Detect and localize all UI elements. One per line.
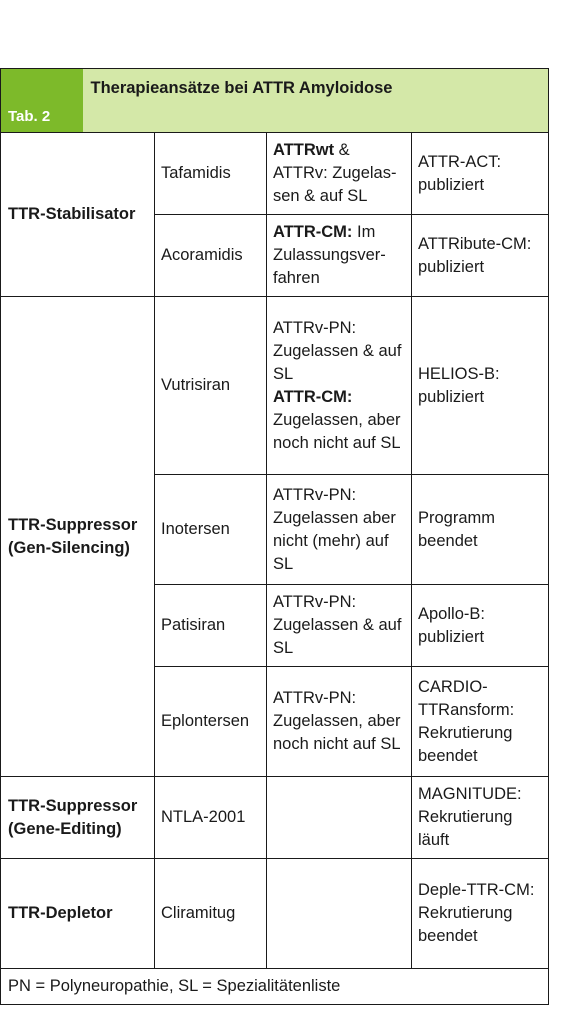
approval-status-cell (267, 777, 412, 859)
trial-status-cell: ATTR-ACT: publiziert (412, 133, 549, 215)
footnote-row (1, 969, 549, 1005)
approval-text: Zugelassen, aber noch nicht auf SL (273, 410, 401, 452)
approval-status-cell (267, 133, 412, 215)
category-cell: TTR-Depletor (1, 859, 155, 969)
table-body (1, 69, 549, 1005)
table-row (1, 133, 549, 215)
table-row (1, 859, 549, 969)
approval-status-cell (267, 585, 412, 667)
category-cell: TTR-Suppressor (Gene-Editing) (1, 777, 155, 859)
approval-text: Im Zulassungsver-fahren (273, 223, 386, 287)
trial-status-cell: Deple-TTR-CM: Rekrutierung beendet (412, 859, 549, 969)
trial-status-cell: HELIOS-B: publiziert (412, 297, 549, 475)
category-cell: TTR-Stabilisator (1, 133, 155, 297)
approval-status-cell (267, 475, 412, 585)
indication-label: ATTR-CM: (273, 387, 353, 406)
drug-name-cell: Acoramidis (155, 215, 267, 297)
table-header-row (1, 69, 549, 133)
approval-text: ATTRv-PN: Zugelassen, aber noch nicht auf SL (273, 689, 401, 753)
trial-status-cell: ATTRibute-CM: publiziert (412, 215, 549, 297)
therapy-table (0, 68, 549, 1005)
approval-status-cell (267, 297, 412, 475)
trial-status-cell: MAGNITUDE: Rekrutierung läuft (412, 777, 549, 859)
indication-label: ATTR-CM: (273, 223, 353, 241)
category-cell: TTR-Suppressor (Gen-Silencing) (1, 297, 155, 777)
drug-name-cell: Cliramitug (155, 859, 267, 969)
approval-text: ATTRv-PN: Zugelassen & auf SL (273, 318, 402, 383)
table-row (1, 777, 549, 859)
drug-name-cell: NTLA-2001 (155, 777, 267, 859)
approval-status-cell (267, 667, 412, 777)
trial-status-cell: Apollo-B: publiziert (412, 585, 549, 667)
therapy-table-container (0, 68, 548, 1005)
table-title: Therapieansätze bei ATTR Amyloidose (83, 69, 549, 133)
footnote: PN = Polyneuropathie, SL = Spezialitätenliste (1, 969, 549, 1005)
drug-name-cell: Inotersen (155, 475, 267, 585)
drug-name-cell: Vutrisiran (155, 297, 267, 475)
approval-text: ATTRv-PN: Zugelassen aber nicht (mehr) auf SL (273, 485, 396, 573)
drug-name-cell: Eplontersen (155, 667, 267, 777)
trial-status-cell: CARDIO-TTRansform: Rekrutierung beendet (412, 667, 549, 777)
drug-name-cell: Tafamidis (155, 133, 267, 215)
approval-status-cell (267, 215, 412, 297)
table-number-tag: Tab. 2 (1, 69, 83, 133)
approval-text: ATTRv-PN: Zugelassen & auf SL (273, 593, 402, 657)
drug-name-cell: Patisiran (155, 585, 267, 667)
table-row (1, 297, 549, 475)
trial-status-cell: Programm beendet (412, 475, 549, 585)
approval-status-cell (267, 859, 412, 969)
approval-text: & ATTRv: Zugelas-sen & auf SL (273, 141, 397, 205)
indication-label: ATTRwt (273, 141, 335, 159)
